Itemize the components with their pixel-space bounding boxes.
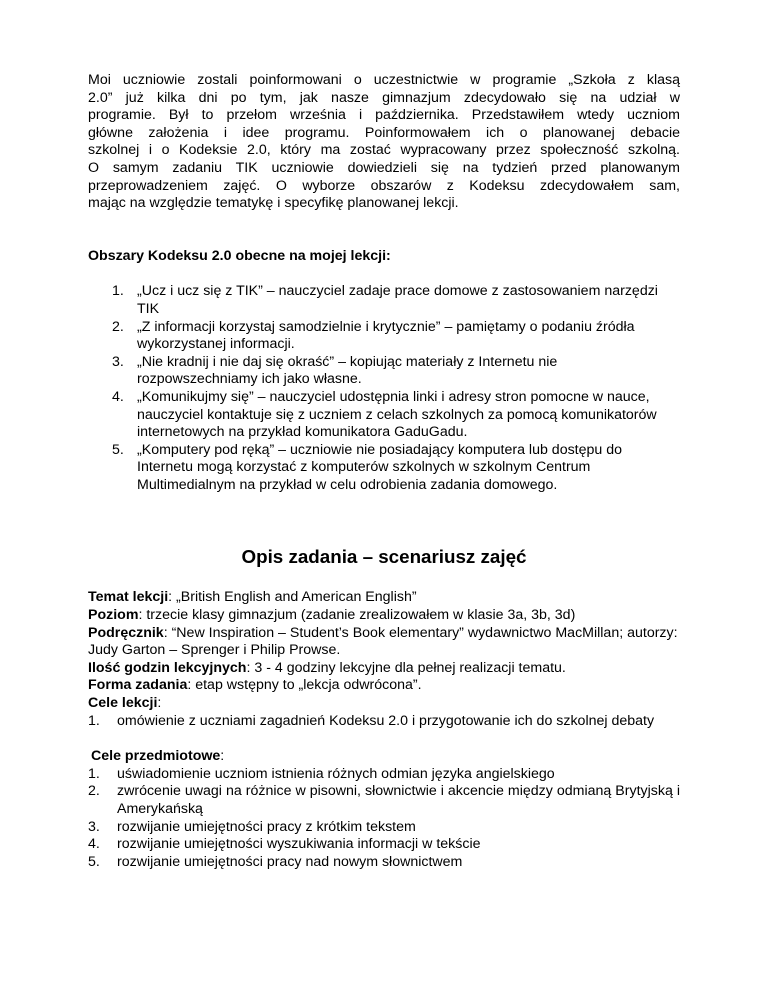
list-item [88, 854, 680, 872]
list-number: 4. [88, 836, 100, 853]
list-item-text: rozwijanie umiejętności pracy nad nowym słownictwem [117, 853, 463, 870]
intro-line: Moi uczniowie zostali poinformowani o uczestnictwie w programie „Szkoła z klasą [88, 72, 680, 88]
poziom-label: Poziom [88, 607, 139, 624]
intro-line: przeprowadzeniem zajęć. O wyborze obszarów z Kodeksu zdecydowałem sam, [88, 177, 680, 194]
list-item-text: uświadomienie uczniom istnienia różnych odmian języka angielskiego [117, 765, 555, 782]
list-number: 1. [88, 765, 100, 782]
kodeks-heading: Obszary Kodeksu 2.0 obecne na mojej lekcji: [88, 247, 391, 264]
list-item [88, 783, 680, 818]
intro-paragraph [88, 72, 680, 213]
godziny-label: Ilość godzin lekcyjnych [88, 659, 247, 676]
cele-list [88, 713, 680, 731]
list-item-text: omówienie z uczniami zagadnień Kodeksu 2.0 i przygotowanie ich do szkolnej debaty [117, 712, 655, 729]
forma-line [88, 677, 680, 695]
intro-line: główne założenia i idee programu. Poinformowałem ich o planowanej debacie [88, 124, 680, 141]
list-item [88, 819, 680, 837]
intro-line: szkolnej i o Kodeksie 2.0, który ma zostać wypracowany przez społeczność szkolną. [88, 142, 680, 159]
list-item-text: „Z informacji korzystaj samodzielnie i krytycznie” – pamiętamy o podaniu źródła wykorzystanej informacji. [137, 318, 635, 353]
przedmiotowe-heading [91, 748, 680, 766]
list-number: 1. [112, 283, 124, 300]
godziny-line [88, 660, 680, 678]
przedmiotowe-list [88, 766, 680, 872]
intro-line: mając na względzie tematykę i specyfikę planowanej lekcji. [88, 195, 459, 212]
list-number: 3. [88, 818, 100, 835]
cele-colon: : [157, 695, 162, 712]
cele-label: Cele lekcji [88, 695, 158, 712]
list-number: 2. [88, 783, 100, 800]
list-item-text: „Nie kradnij i nie daj się okraść” – kopiując materiały z Internetu nie rozpowszechniamy ich jako własne. [137, 353, 558, 388]
przedmiotowe-label: Cele przedmiotowe [91, 748, 221, 765]
list-item-text: rozwijanie umiejętności pracy z krótkim tekstem [117, 818, 416, 835]
list-item-text: „Komputery pod ręką” – uczniowie nie posiadający komputera lub dostępu do Internetu mogą korzystać z komputerów szkolnych w szkolnym Centrum Multimedialnym na przykład w celu odrobienia zadania domowego. [137, 441, 623, 493]
list-item [112, 442, 680, 495]
podrecznik-value: : “New Inspiration – Student’s Book elementary” wydawnictwo MacMillan; autorzy: Judy Garton – Sprenger i Philip Prowse. [88, 624, 678, 659]
list-item [112, 319, 680, 354]
list-item [88, 713, 680, 731]
kodeks-list [88, 283, 680, 494]
intro-line: 2.0” już kilka dni po tym, jak nasze gimnazjum zdecydowało się na udział w [88, 89, 680, 106]
temat-value: : „British English and American English” [168, 589, 417, 606]
list-number: 1. [88, 712, 100, 729]
lesson-info [88, 589, 680, 730]
cele-heading [88, 695, 680, 713]
list-item [112, 354, 680, 389]
intro-line: programie. Był to przełom września i października. Przedstawiłem wtedy uczniom [88, 107, 680, 124]
forma-label: Forma zadania [88, 677, 188, 694]
przedmiotowe-colon: : [220, 748, 225, 765]
forma-value: : etap wstępny to „lekcja odwrócona”. [187, 677, 422, 694]
temat-label: Temat lekcji [88, 589, 169, 606]
list-item [88, 766, 680, 784]
intro-line: O samym zadaniu TIK uczniowie dowiedzieli się na tydzień przed planowanym [88, 159, 680, 176]
poziom-value: : trzecie klasy gimnazjum (zadanie zrealizowałem w klasie 3a, 3b, 3d) [138, 607, 576, 624]
list-number: 2. [112, 318, 124, 335]
podrecznik-line [88, 625, 680, 660]
podrecznik-label: Podręcznik [88, 624, 164, 641]
cele-przedmiotowe [88, 748, 680, 871]
poziom-line [88, 607, 680, 625]
list-number: 4. [112, 388, 124, 405]
list-item [88, 836, 680, 854]
document-page [88, 72, 680, 871]
list-item-text: „Ucz i ucz się z TIK” – nauczyciel zadaje prace domowe z zastosowaniem narzędzi TIK [137, 283, 658, 317]
list-item [112, 283, 680, 318]
temat-line [88, 589, 680, 607]
list-item-text: zwrócenie uwagi na różnice w pisowni, słownictwie i akcencie między odmianą Brytyjską i Amerykańską [117, 783, 680, 817]
list-number: 3. [112, 353, 124, 370]
list-number: 5. [112, 441, 124, 458]
list-item [112, 389, 680, 442]
list-item-text: „Komunikujmy się” – nauczyciel udostępnia linki i adresy stron pomocne w nauce, nauczyciel kontaktuje się z uczniem z celach szkolnych za pomocą komunikatorów internetowych na przykład komunikatora GaduGadu. [137, 388, 657, 441]
godziny-value: : 3 - 4 godziny lekcyjne dla pełnej realizacji tematu. [246, 659, 566, 676]
list-number: 5. [88, 853, 100, 870]
section-title: Opis zadania – scenariusz zajęć [241, 546, 527, 568]
list-item-text: rozwijanie umiejętności wyszukiwania informacji w tekście [117, 836, 481, 853]
